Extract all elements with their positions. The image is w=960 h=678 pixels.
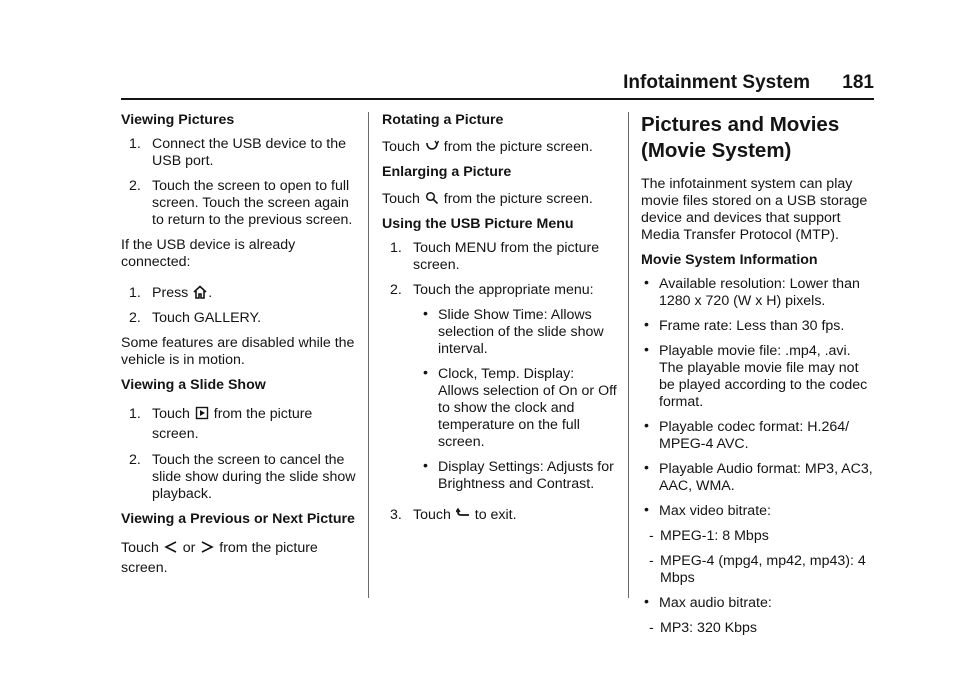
text-pre: Touch <box>121 540 163 556</box>
step-number: 2. <box>129 310 141 326</box>
step-item <box>121 452 359 503</box>
step-item <box>121 136 359 170</box>
step-text-pre: Touch <box>152 406 194 422</box>
bullet-item <box>382 307 617 358</box>
bullet-glyph: • <box>423 365 428 381</box>
slideshow-icon <box>195 406 209 420</box>
column-3 <box>641 112 876 645</box>
column-1 <box>121 112 359 586</box>
bullet-text: Playable codec format: H.264/ MPEG-4 AVC. <box>659 419 850 452</box>
bullet-glyph: • <box>644 317 649 333</box>
text-post: from the picture screen. <box>439 139 593 155</box>
paragraph-connected: If the USB device is already connected: <box>121 237 296 270</box>
bullet-text: Playable Audio format: MP3, AC3, AAC, WMA. <box>659 461 873 494</box>
step-text: Touch the appropriate menu: <box>413 282 594 298</box>
back-icon <box>456 507 470 521</box>
bullet-glyph: • <box>644 594 649 610</box>
step-number: 1. <box>129 285 141 301</box>
step-text: Touch GALLERY. <box>152 310 262 326</box>
step-text-post: to exit. <box>470 507 517 523</box>
step-number: 1. <box>129 406 141 422</box>
header-rule <box>121 98 874 100</box>
heading-rotating: Rotating a Picture <box>382 112 504 128</box>
step-number: 1. <box>129 136 141 152</box>
bullet-glyph: • <box>644 418 649 434</box>
page-header <box>0 72 960 96</box>
section-heading: Pictures and Movies (Movie System) <box>641 113 840 162</box>
column-divider-1 <box>368 112 369 598</box>
step-item <box>121 285 359 302</box>
heading-enlarging: Enlarging a Picture <box>382 164 512 180</box>
dash-item <box>641 528 876 545</box>
dash-item <box>641 553 876 587</box>
step-text: Connect the USB device to the USB port. <box>152 136 347 169</box>
page-number: 181 <box>842 72 874 93</box>
heading-movie-info: Movie System Information <box>641 252 818 268</box>
step-number: 2. <box>390 282 402 298</box>
step-text-post: . <box>208 285 213 301</box>
bullet-text: Clock, Temp. Display: Allows selection of On or Off to show the clock and temperature on the full screen. <box>438 366 617 450</box>
text-or: or <box>178 540 200 556</box>
step-text: Touch the screen to cancel the slide show during the slide show playback. <box>152 452 356 502</box>
bullet-text: Max video bitrate: <box>659 503 771 519</box>
paragraph-rotate <box>382 139 617 156</box>
text-pre: Touch <box>382 139 424 155</box>
step-number: 2. <box>129 178 141 194</box>
step-item <box>382 240 617 274</box>
text-post: from the picture screen. <box>121 540 318 576</box>
text-post: from the picture screen. <box>439 191 593 207</box>
step-text-pre: Touch <box>413 507 455 523</box>
heading-slide-show: Viewing a Slide Show <box>121 377 266 393</box>
bullet-text: Playable movie file: .mp4, .avi. The playable movie file may not be played according to the codec format. <box>659 343 868 410</box>
heading-viewing-pictures: Viewing Pictures <box>121 112 235 128</box>
step-item <box>121 178 359 229</box>
rotate-icon <box>425 139 439 153</box>
step-text: Touch the screen to open to full screen. Touch the screen again to return to the previous screen. <box>152 178 353 228</box>
paragraph-disabled: Some features are disabled while the vehicle is in motion. <box>121 335 355 368</box>
step-item <box>382 282 617 299</box>
bullet-text: Frame rate: Less than 30 fps. <box>659 318 845 334</box>
dash-glyph: - <box>649 528 654 544</box>
column-2 <box>382 112 617 532</box>
paragraph-prev-next <box>121 538 359 578</box>
bullet-text: Slide Show Time: Allows selection of the slide show interval. <box>438 307 604 357</box>
bullet-text: Available resolution: Lower than 1280 x 720 (W x H) pixels. <box>659 276 860 309</box>
previous-icon <box>164 540 178 554</box>
bullet-glyph: • <box>423 306 428 322</box>
bullet-item <box>382 366 617 451</box>
bullet-item <box>641 419 876 453</box>
zoom-icon <box>425 191 439 205</box>
step-number: 1. <box>390 240 402 256</box>
home-icon <box>193 285 207 299</box>
dash-item <box>641 620 876 637</box>
next-icon <box>200 540 214 554</box>
bullet-text: Display Settings: Adjusts for Brightness and Contrast. <box>438 459 614 492</box>
bullet-glyph: • <box>644 502 649 518</box>
step-text: Touch MENU from the picture screen. <box>413 240 600 273</box>
step-item <box>121 310 359 327</box>
bullet-text: Max audio bitrate: <box>659 595 772 611</box>
dash-glyph: - <box>649 553 654 569</box>
text-pre: Touch <box>382 191 424 207</box>
dash-text: MPEG-4 (mpg4, mp42, mp43): 4 Mbps <box>660 553 866 586</box>
bullet-item <box>641 595 876 612</box>
bullet-glyph: • <box>423 458 428 474</box>
step-text-post: from the picture screen. <box>152 406 313 442</box>
paragraph-intro: The infotainment system can play movie files stored on a USB storage device and devices that support Media Transfer Protocol (MTP). <box>641 176 868 243</box>
bullet-item <box>641 318 876 335</box>
step-item <box>382 507 617 524</box>
bullet-item <box>641 276 876 310</box>
dash-text: MP3: 320 Kbps <box>660 620 758 636</box>
bullet-glyph: • <box>644 275 649 291</box>
heading-prev-next: Viewing a Previous or Next Picture <box>121 511 355 527</box>
bullet-glyph: • <box>644 460 649 476</box>
step-text-pre: Press <box>152 285 193 301</box>
column-divider-2 <box>628 112 629 598</box>
step-item <box>121 404 359 444</box>
section-title: Infotainment System <box>623 72 810 93</box>
heading-usb-menu: Using the USB Picture Menu <box>382 216 574 232</box>
bullet-item <box>382 459 617 493</box>
bullet-glyph: • <box>644 342 649 358</box>
bullet-item <box>641 461 876 495</box>
step-number: 3. <box>390 507 402 523</box>
paragraph-enlarge <box>382 191 617 208</box>
dash-glyph: - <box>649 620 654 636</box>
step-number: 2. <box>129 452 141 468</box>
bullet-item <box>641 503 876 520</box>
dash-text: MPEG-1: 8 Mbps <box>660 528 769 544</box>
bullet-item <box>641 343 876 411</box>
